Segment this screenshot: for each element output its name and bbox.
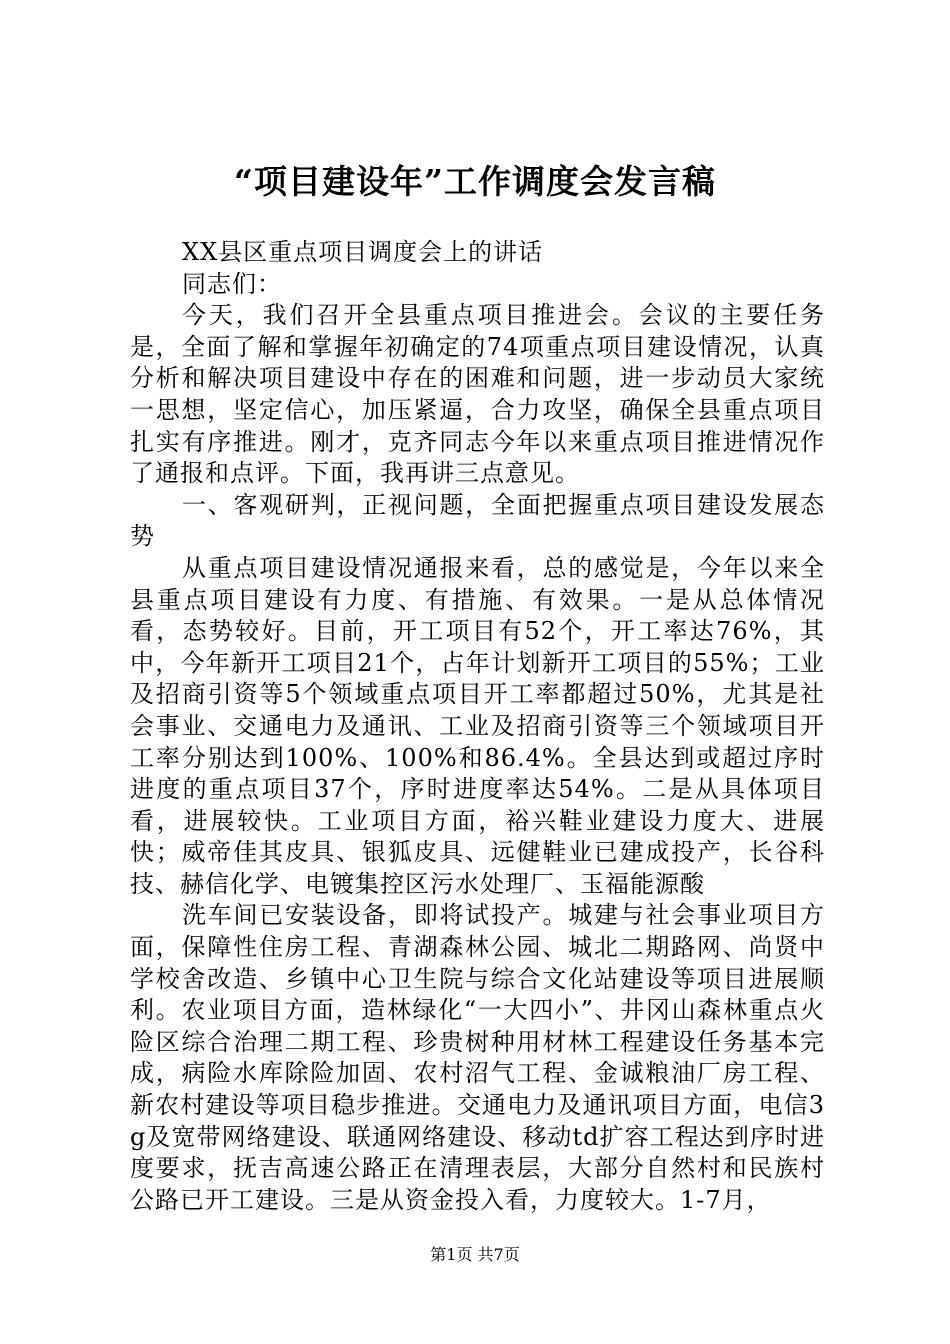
document-title: “项目建设年”工作调度会发言稿 bbox=[234, 162, 716, 201]
salutation-paragraph: 同志们： bbox=[182, 269, 282, 298]
section-heading-1: 一、客观研判，正视问题，全面把握重点项目建设发展态势 bbox=[130, 490, 825, 551]
document-body bbox=[130, 237, 825, 1216]
subtitle-paragraph: XX县区重点项目调度会上的讲话 bbox=[182, 238, 544, 266]
body-paragraph: 从重点项目建设情况通报来看，总的感觉是，今年以来全县重点项目建设有力度、有措施、有效果。一是从总体情况看，态势较好。目前，开工项目有52个，开工率达76%，其中，今年新开工项目21个，占年计划新开工项目的55%；工业及招商引资等5个领域重点项目开工率都超过50%，尤其是社会事业、交通电力及通讯、工业及招商引资等三个领域项目开工率分别达到100%、100%和86.4%。全县达到或超过序时进度的重点项目37个，序时进度率达54%。二是从具体项目看，进展较快。工业项目方面，裕兴鞋业建设力度大、进展快；威帝佳其皮具、银狐皮具、远健鞋业已建成投产，长谷科技、赫信化学、电镀集控区污水处理厂、玉福能源酸 bbox=[130, 553, 825, 898]
body-paragraph-continued: 洗车间已安装设备，即将试投产。城建与社会事业项目方面，保障性住房工程、青湖森林公园、城北二期路网、尚贤中学校舍改造、乡镇中心卫生院与综合文化站建设等项目进展顺利。农业项目方面，造林绿化“一大四小”、井冈山森林重点火险区综合治理二期工程、珍贵树种用材林工程建设任务基本完成，病险水库除险加固、农村沼气工程、金诚粮油厂房工程、新农村建设等项目稳步推进。交通电力及通讯项目方面，电信3g及宽带网络建设、联通网络建设、移动td扩容工程达到序时进度要求，抚吉高速公路正在清理表层，大部分自然村和民族村公路已开工建设。三是从资金投入看，力度较大。1-7月， bbox=[130, 901, 825, 1214]
page-number-footer: 第1页 共7页 bbox=[430, 1245, 520, 1264]
intro-paragraph: 今天，我们召开全县重点项目推进会。会议的主要任务是，全面了解和掌握年初确定的74项重点项目建设情况，认真分析和解决项目建设中存在的困难和问题，进一步动员大家统一思想，坚定信心，加压紧逼，合力攻坚，确保全县重点项目扎实有序推进。刚才，克齐同志今年以来重点项目推进情况作了通报和点评。下面，我再讲三点意见。 bbox=[130, 301, 825, 488]
